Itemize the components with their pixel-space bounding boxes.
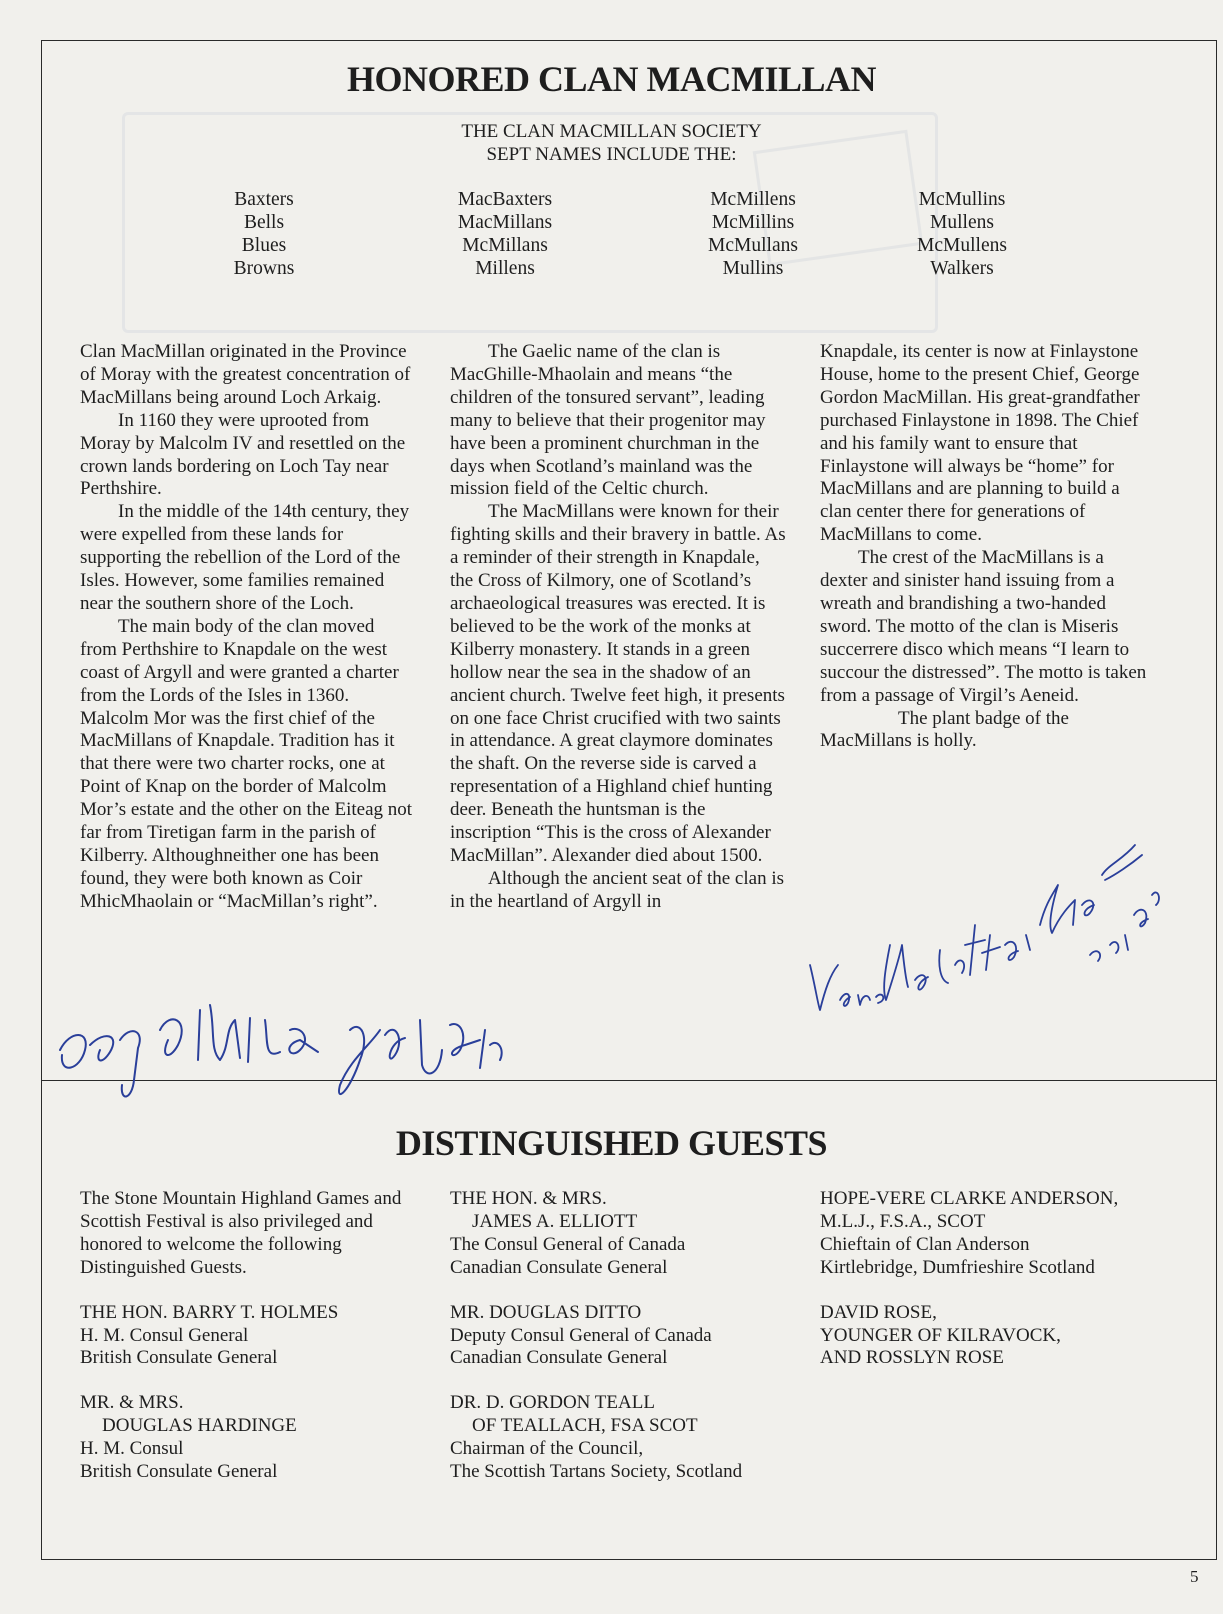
history-column-2 [450,341,786,914]
history-paragraph: In the middle of the 14th century, they were expelled from these lands for supporting the rebellion of the Lord of the Isles. However, some families remained near the southern shore of the Loch. [80,501,410,614]
guest-line: Canadian Consulate General [450,1347,668,1369]
page-title: HONORED CLAN MACMILLAN [347,59,876,99]
guests-column-1 [80,1188,416,1506]
history-paragraph: Knapdale, its center is now at Finlaystone House, home to the present Chief, George Gordon MacMillan. His great-grandfather purchased Finlaystone in 1898. The Chief and his family want to ensure that Finlaystone will always be “home” for MacMillans and are planning to build a clan center there for generations of MacMillans to come. [820,341,1140,546]
guest-line: YOUNGER OF KILRAVOCK, [820,1324,1061,1346]
guest-line: Chairman of the Council, [450,1438,644,1460]
sept-name: Mullins [722,258,784,279]
sept-name: Mullens [930,212,994,233]
sept-name: McMullens [917,235,1007,256]
sept-name: Bells [243,212,285,233]
guest-line: AND ROSSLYN ROSE [820,1347,1004,1369]
guests-column-3 [820,1188,1170,1392]
sept-column [159,188,369,280]
guest-line: British Consulate General [80,1347,278,1369]
sept-column [400,188,610,280]
guests-column-2 [450,1188,800,1506]
history-paragraph: Clan MacMillan originated in the Province of Moray with the greatest concentration of MacMillans being around Loch Arkaig. [80,341,411,408]
guest-line: Kirtlebridge, Dumfrieshire Scotland [820,1256,1095,1278]
guest-line: Chieftain of Clan Anderson [820,1233,1030,1255]
sept-column [857,188,1067,280]
guest-entry [450,1392,800,1484]
guest-line: Canadian Consulate General [450,1256,668,1278]
sept-name: McMillens [710,189,796,210]
guest-line: MR. DOUGLAS DITTO [450,1301,642,1323]
guest-entry [80,1302,416,1371]
history-paragraph: The MacMillans were known for their fighting skills and their bravery in battle. As a reminder of their strength in Knapdale, the Cross of Kilmory, one of Scotland’s archaeological treasures was erected. It is believed to be the work of the monks at Kilberry monastery. It stands in a green hollow near the sea in the shadow of an ancient church. Twelve feet high, it presents on one face Christ crucified with two saints in attendance. A great claymore dominates the shaft. On the reverse side is carved a representation of a Highland chief hunting deer. Beneath the huntsman is the inscription “This is the cross of Alexander MacMillan”. Alexander died about 1500. [450,501,786,866]
signature-left [50,990,520,1140]
history-paragraph: The main body of the clan moved from Perthshire to Knapdale on the west coast of Argyll and were granted a charter from the Lords of the Isles in 1360. Malcolm Mor was the first chief of the MacMillans of Knapdale. Tradition has it that there were two charter rocks, one at Point of Knap on the border of Malcolm Mor’s estate and the other on the Eiteag not far from Tiretigan farm in the parish of Kilberry. Althoughneither one has been found, they were both known as Coir MhicMhaolain or “MacMillan’s right”. [80,615,413,912]
sept-subtitle [0,120,1223,166]
history-paragraph: The Gaelic name of the clan is MacGhille-Mhaolain and means “the children of the tonsured servant”, leading many to believe that their progenitor may have been a prominent churchman in the days when Scotland’s mainland was the mission field of the Celtic church. [450,341,766,500]
guest-line: DR. D. GORDON TEALL [450,1392,655,1414]
guest-line: JAMES A. ELLIOTT [472,1210,638,1232]
history-paragraph: Although the ancient seat of the clan is in the heartland of Argyll in [450,867,784,912]
history-column-1 [80,341,416,914]
history-paragraph: The crest of the MacMillans is a dexter and sinister hand issuing from a wreath and brandishing a two-handed sword. The motto of the clan is Miseris succerrere disco which means “I learn to succour the distressed”. The motto is taken from a passage of Virgil’s Aeneid. [820,547,1147,706]
history-column-3 [820,341,1156,753]
guest-entry [80,1392,416,1484]
guest-line: DOUGLAS HARDINGE [102,1415,297,1437]
guest-line: OF TEALLACH, FSA SCOT [472,1415,698,1437]
guests-intro: The Stone Mountain Highland Games and Scottish Festival is also privileged and honored to welcome the following Distinguished Guests. [80,1188,402,1278]
guests-title: DISTINGUISHED GUESTS [395,1123,828,1163]
history-paragraph: In 1160 they were uprooted from Moray by Malcolm IV and resettled on the crown lands bordering on Loch Tay near Perthshire. [80,409,406,500]
guest-entry [820,1188,1170,1280]
page-number: 5 [1190,1567,1199,1586]
sept-name: McMillins [711,212,795,233]
guest-line: The Scottish Tartans Society, Scotland [450,1461,743,1483]
sept-name: MacMillans [457,212,553,233]
sept-name: Blues [241,235,287,256]
history-paragraph: The plant badge of the MacMillans is holly. [820,707,1069,752]
sept-name: Baxters [234,189,294,210]
guest-line: H. M. Consul General [80,1324,249,1346]
guest-line: Deputy Consul General of Canada [450,1324,712,1346]
guest-entry [820,1302,1170,1371]
guest-entry [450,1188,800,1280]
sept-name: Browns [233,258,295,279]
sept-name: MacBaxters [457,189,553,210]
guest-line: HOPE-VERE CLARKE ANDERSON, [820,1188,1119,1209]
guest-line: British Consulate General [80,1461,278,1483]
guest-entry [450,1302,800,1371]
guest-line: MR. & MRS. [80,1392,184,1414]
guest-line: M.L.J., F.S.A., SCOT [820,1210,986,1232]
sept-name: McMillans [462,235,548,256]
guest-line: The Consul General of Canada [450,1233,686,1255]
sept-subtitle-line: SEPT NAMES INCLUDE THE: [486,144,737,165]
sept-column [648,188,858,280]
guest-line: H. M. Consul [80,1438,184,1460]
sept-name: McMullans [708,235,798,256]
sept-name: McMullins [918,189,1006,210]
sept-name: Millens [475,258,535,279]
guest-line: THE HON. & MRS. [450,1188,607,1209]
guest-line: THE HON. BARRY T. HOLMES [80,1301,339,1323]
sept-subtitle-line: THE CLAN MACMILLAN SOCIETY [461,121,762,142]
signature-right [790,805,1170,1025]
guest-line: DAVID ROSE, [820,1301,937,1323]
sept-name: Walkers [930,258,994,279]
